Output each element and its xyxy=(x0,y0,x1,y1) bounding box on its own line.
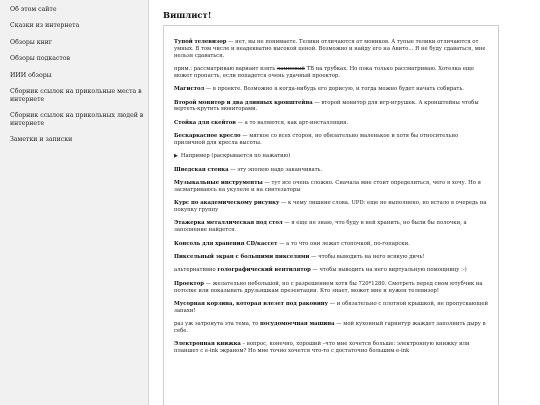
sidebar xyxy=(0,0,149,405)
wishlist-item xyxy=(174,86,488,93)
item-name: Тупой телевизор xyxy=(174,39,227,45)
item-prefix: альтернативно xyxy=(174,267,218,274)
sidebar-item-tales[interactable]: Сказки из интернета xyxy=(10,22,80,30)
sidebar-item-cool-people[interactable]: Сборник ссылок на прикольных людей в интернете xyxy=(10,112,144,127)
item-name: Электронная книжка xyxy=(174,341,241,348)
wishlist-item xyxy=(174,254,488,261)
item-description: — а то валяются, как арт-инсталляция. xyxy=(235,119,349,126)
item-name: Этажерка металлическая под стол xyxy=(174,220,283,227)
item-description: — второй монитор для игр-игрушек. А кронштейны чтобы вертеть-крутить мониторами. xyxy=(174,99,479,113)
sidebar-item-iii-reviews[interactable]: ИИИ обзоры xyxy=(10,71,52,79)
item-description: — к чему лишние слова. UPD: еще не выполнено, но встало в очередь на покупку группу xyxy=(174,200,487,214)
item-description: — а то что они лежат стопочкой, по-гопарски. xyxy=(277,240,410,247)
wishlist-item xyxy=(174,180,488,194)
wishlist-item xyxy=(174,241,488,248)
item-name: Консоль для хранения CD/кассет xyxy=(174,240,278,247)
item-name: Курс по академическому рисунку xyxy=(174,200,280,207)
item-description: — нет, вы не понимаете. Телики отличаются от моников. А тупые телики отличаются от умных. В том числе и неадекватно высокой ценой. Возможно и найду его на Авито... Я не буду сдаваться, мне нельзя сдаваться. xyxy=(174,39,486,59)
item-name: Музыкальные инструменты xyxy=(174,180,263,187)
wishlist-item xyxy=(174,66,488,80)
details-summary: Например (раскрывается по нажатию) xyxy=(180,153,291,160)
item-name: посудомоечная машина xyxy=(260,321,335,328)
item-name: Бескаркасное кресло xyxy=(174,133,241,140)
main-content xyxy=(149,0,540,405)
item-description: — в проекте. Возможно я когда-нибудь его дорисую, и тогда можно будет начать собирать. xyxy=(204,86,464,93)
item-description: — тут все очень сложно. Сначала мне стоит определиться, чего я хочу. Но я засматриваюсь на укулеле и на синтезаторы xyxy=(174,180,481,193)
item-description: — желательно небольшой, но с разрешением хотя бы 720*1280. Смотреть перед сном ютубчик на потолке или показывать друзьяшкам презентации. Кто знает, может мне и нужен телевизор! xyxy=(174,280,483,294)
item-description: — я еще не знаю, что буду в ней хранить, но были бы полочки, а заполнение найдется. xyxy=(174,220,467,234)
item-description: – вопрос, конечно, хороший –что мне хочется больше: электронную книжку или планшет с e-ink экраном? Но мне точно хочется что-то с достаточно большим e-ink xyxy=(174,341,470,355)
sidebar-item-notes[interactable]: Заметки и записки xyxy=(10,136,73,144)
sidebar-item-about[interactable]: Об этом сайте xyxy=(10,6,57,13)
wishlist-item xyxy=(174,281,488,295)
sidebar-item-podcast-reviews[interactable]: Обзоры подкастов xyxy=(10,55,71,63)
triangle-right-icon: ▶ xyxy=(174,153,178,160)
item-prefix: прим.: рассматриваю вариант взять xyxy=(174,65,277,72)
item-description: — мой кухонный гарнитур жаждет заполнить дыру в себе. xyxy=(174,321,486,335)
item-name: Магистол xyxy=(174,86,205,93)
sidebar-item-book-reviews[interactable]: Обзоры книг xyxy=(10,38,53,46)
sidebar-item-cool-places[interactable]: Сборник ссылок на прикольные места в интернете xyxy=(10,87,142,103)
wishlist-item xyxy=(174,167,488,174)
item-name: Стойка для скейтов xyxy=(174,119,236,126)
item-description: — чтобы выводить на него всякую дичь! xyxy=(309,254,425,261)
wishlist-item xyxy=(174,220,488,234)
item-description: — мягкое со всех сторон, но обязательно маленькое и хотя бы относительно приличной для кресла высоты. xyxy=(174,133,459,146)
wishlist-item xyxy=(174,133,488,147)
wishlist-item xyxy=(174,200,488,214)
item-name: Пиксельный экран с большими пикселями xyxy=(174,254,310,261)
wishlist-item xyxy=(174,341,488,355)
page-title: Вишлист! xyxy=(163,10,212,20)
item-name: Второй монитор и два длинных кронштейна xyxy=(174,99,313,106)
details-toggle[interactable] xyxy=(174,153,488,160)
item-name: Мусорная корзина, которая влезет под раковину xyxy=(174,301,329,308)
item-name: голографический вентилятор xyxy=(217,267,311,274)
wishlist-item xyxy=(174,120,488,127)
item-description: — эту эпопею надо заканчивать. xyxy=(228,166,323,173)
wishlist-card xyxy=(163,25,499,405)
item-name: Проектор xyxy=(174,280,204,287)
item-name: Шведская стенка xyxy=(174,166,229,173)
wishlist-item xyxy=(174,39,488,59)
item-description: ТВ на трубках. Но пока только рассматриваю. Хотелка еще может пропасть, если попадется очень удачный проектор. xyxy=(174,65,474,79)
item-description: — и обязательно с плотной крышкой, не пропускающей запахи! xyxy=(174,301,488,314)
wishlist-item xyxy=(174,100,488,114)
item-strikethrough: ламповый xyxy=(276,65,305,72)
wishlist-item xyxy=(174,267,488,274)
item-prefix: раз уж затронута эта тема, то xyxy=(174,321,261,328)
item-description: — чтобы выводить на него виртуальную помощницу :-) xyxy=(310,267,467,274)
wishlist-item xyxy=(174,301,488,315)
wishlist-item xyxy=(174,321,488,335)
